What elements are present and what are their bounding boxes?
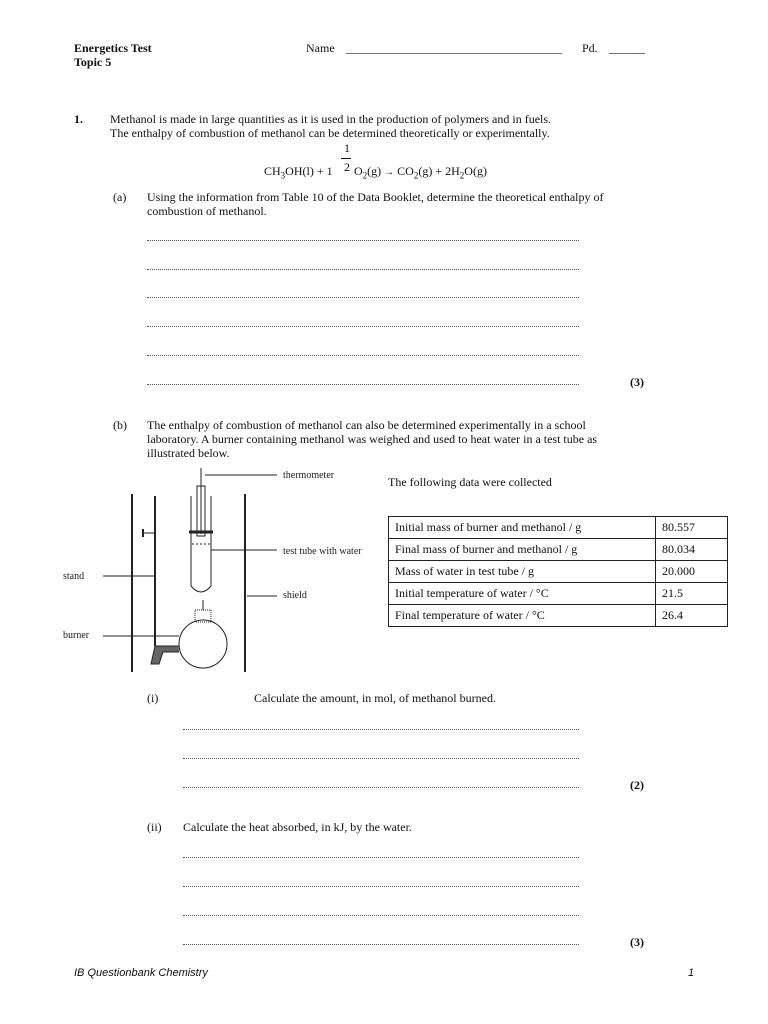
data-table-row: [389, 539, 728, 561]
test-title: Energetics Test: [74, 41, 152, 55]
answer-line[interactable]: [147, 269, 579, 270]
answer-line[interactable]: [183, 944, 579, 945]
eq-part-2: OH(l) + 1: [285, 164, 333, 178]
answer-line[interactable]: [183, 857, 579, 858]
burner-flask: [179, 620, 227, 668]
part-b-line-3: illustrated below.: [147, 446, 230, 460]
sub-ii-marks: (3): [630, 935, 644, 949]
eq-part-6: (g) + 2H: [418, 164, 460, 178]
label-thermometer: thermometer: [283, 470, 335, 481]
eq-sub-1: 3: [280, 170, 286, 181]
label-burner: burner: [63, 630, 90, 641]
answer-line[interactable]: [183, 787, 579, 788]
eq-sub-3: 2: [413, 170, 419, 181]
part-b-label: (b): [113, 418, 127, 432]
footer-source: IB Questionbank Chemistry: [74, 967, 208, 979]
name-label: Name: [306, 41, 335, 55]
part-b-line-2: laboratory. A burner containing methanol was weighed and used to heat water in a test tube as: [147, 432, 598, 446]
part-a-line-2: combustion of methanol.: [147, 204, 267, 218]
data-table-label-cell: Final mass of burner and methanol / g: [389, 539, 656, 561]
eq-part-3: O: [354, 164, 363, 178]
apparatus-diagram: [55, 460, 385, 680]
fraction-bar: [341, 158, 351, 159]
label-stand: stand: [63, 571, 85, 582]
intro-line-2: The enthalpy of combustion of methanol can be determined theoretically or experimentally.: [110, 126, 550, 140]
data-table-label-cell: Mass of water in test tube / g: [389, 561, 656, 583]
answer-line[interactable]: [147, 326, 579, 327]
part-a-label: (a): [113, 190, 127, 204]
period-blank[interactable]: ______: [609, 41, 645, 55]
reaction-arrow: →: [384, 167, 395, 178]
data-table-row: [389, 605, 728, 627]
name-blank[interactable]: ____________________________________: [346, 41, 562, 55]
data-table-label-cell: Final temperature of water / °C: [389, 605, 656, 627]
topic-label: Topic 5: [74, 55, 112, 69]
period-label: Pd.: [582, 41, 598, 55]
data-caption: The following data were collected: [388, 475, 552, 489]
eq-part-4: (g): [367, 164, 382, 178]
label-shield: shield: [283, 590, 307, 601]
answer-line[interactable]: [183, 758, 579, 759]
sub-ii-label: (ii): [147, 820, 162, 834]
eq-part-1: CH: [264, 164, 281, 178]
answer-line[interactable]: [147, 297, 579, 298]
eq-sub-4: 2: [459, 170, 465, 181]
burner-base: [151, 646, 179, 664]
data-table-value-cell: 80.557: [656, 517, 728, 539]
answer-line[interactable]: [183, 886, 579, 887]
data-table-value-cell: 26.4: [656, 605, 728, 627]
part-b-line-1: The enthalpy of combustion of methanol can also be determined experimentally in a school: [147, 418, 586, 432]
eq-part-7: O(g): [464, 164, 487, 178]
data-table: [388, 516, 728, 627]
sub-ii-text: Calculate the heat absorbed, in kJ, by the water.: [183, 820, 412, 834]
data-table-value-cell: 80.034: [656, 539, 728, 561]
data-table-label-cell: Initial mass of burner and methanol / g: [389, 517, 656, 539]
data-table-value-cell: 21.5: [656, 583, 728, 605]
sub-i-text: Calculate the amount, in mol, of methanol burned.: [254, 691, 496, 705]
data-table-row: [389, 561, 728, 583]
answer-line[interactable]: [183, 915, 579, 916]
data-table-row: [389, 583, 728, 605]
part-a-line-1: Using the information from Table 10 of the Data Booklet, determine the theoretical enthalpy of: [147, 190, 604, 204]
answer-line[interactable]: [147, 384, 579, 385]
answer-line[interactable]: [183, 729, 579, 730]
sub-i-label: (i): [147, 691, 159, 705]
eq-sub-2: 2: [362, 170, 368, 181]
data-table-row: [389, 517, 728, 539]
page-number: 1: [688, 967, 695, 979]
answer-line[interactable]: [147, 355, 579, 356]
label-test-tube: test tube with water: [283, 546, 362, 557]
answer-line[interactable]: [147, 240, 579, 241]
question-number: 1.: [74, 112, 83, 126]
eq-part-5: CO: [397, 164, 414, 178]
data-table-value-cell: 20.000: [656, 561, 728, 583]
fraction-numerator: 1: [344, 141, 350, 155]
part-a-marks: (3): [630, 375, 644, 389]
fraction-denominator: 2: [344, 160, 350, 174]
data-table-label-cell: Initial temperature of water / °C: [389, 583, 656, 605]
sub-i-marks: (2): [630, 778, 644, 792]
intro-line-1: Methanol is made in large quantities as it is used in the production of polymers and in fuels.: [110, 112, 552, 126]
